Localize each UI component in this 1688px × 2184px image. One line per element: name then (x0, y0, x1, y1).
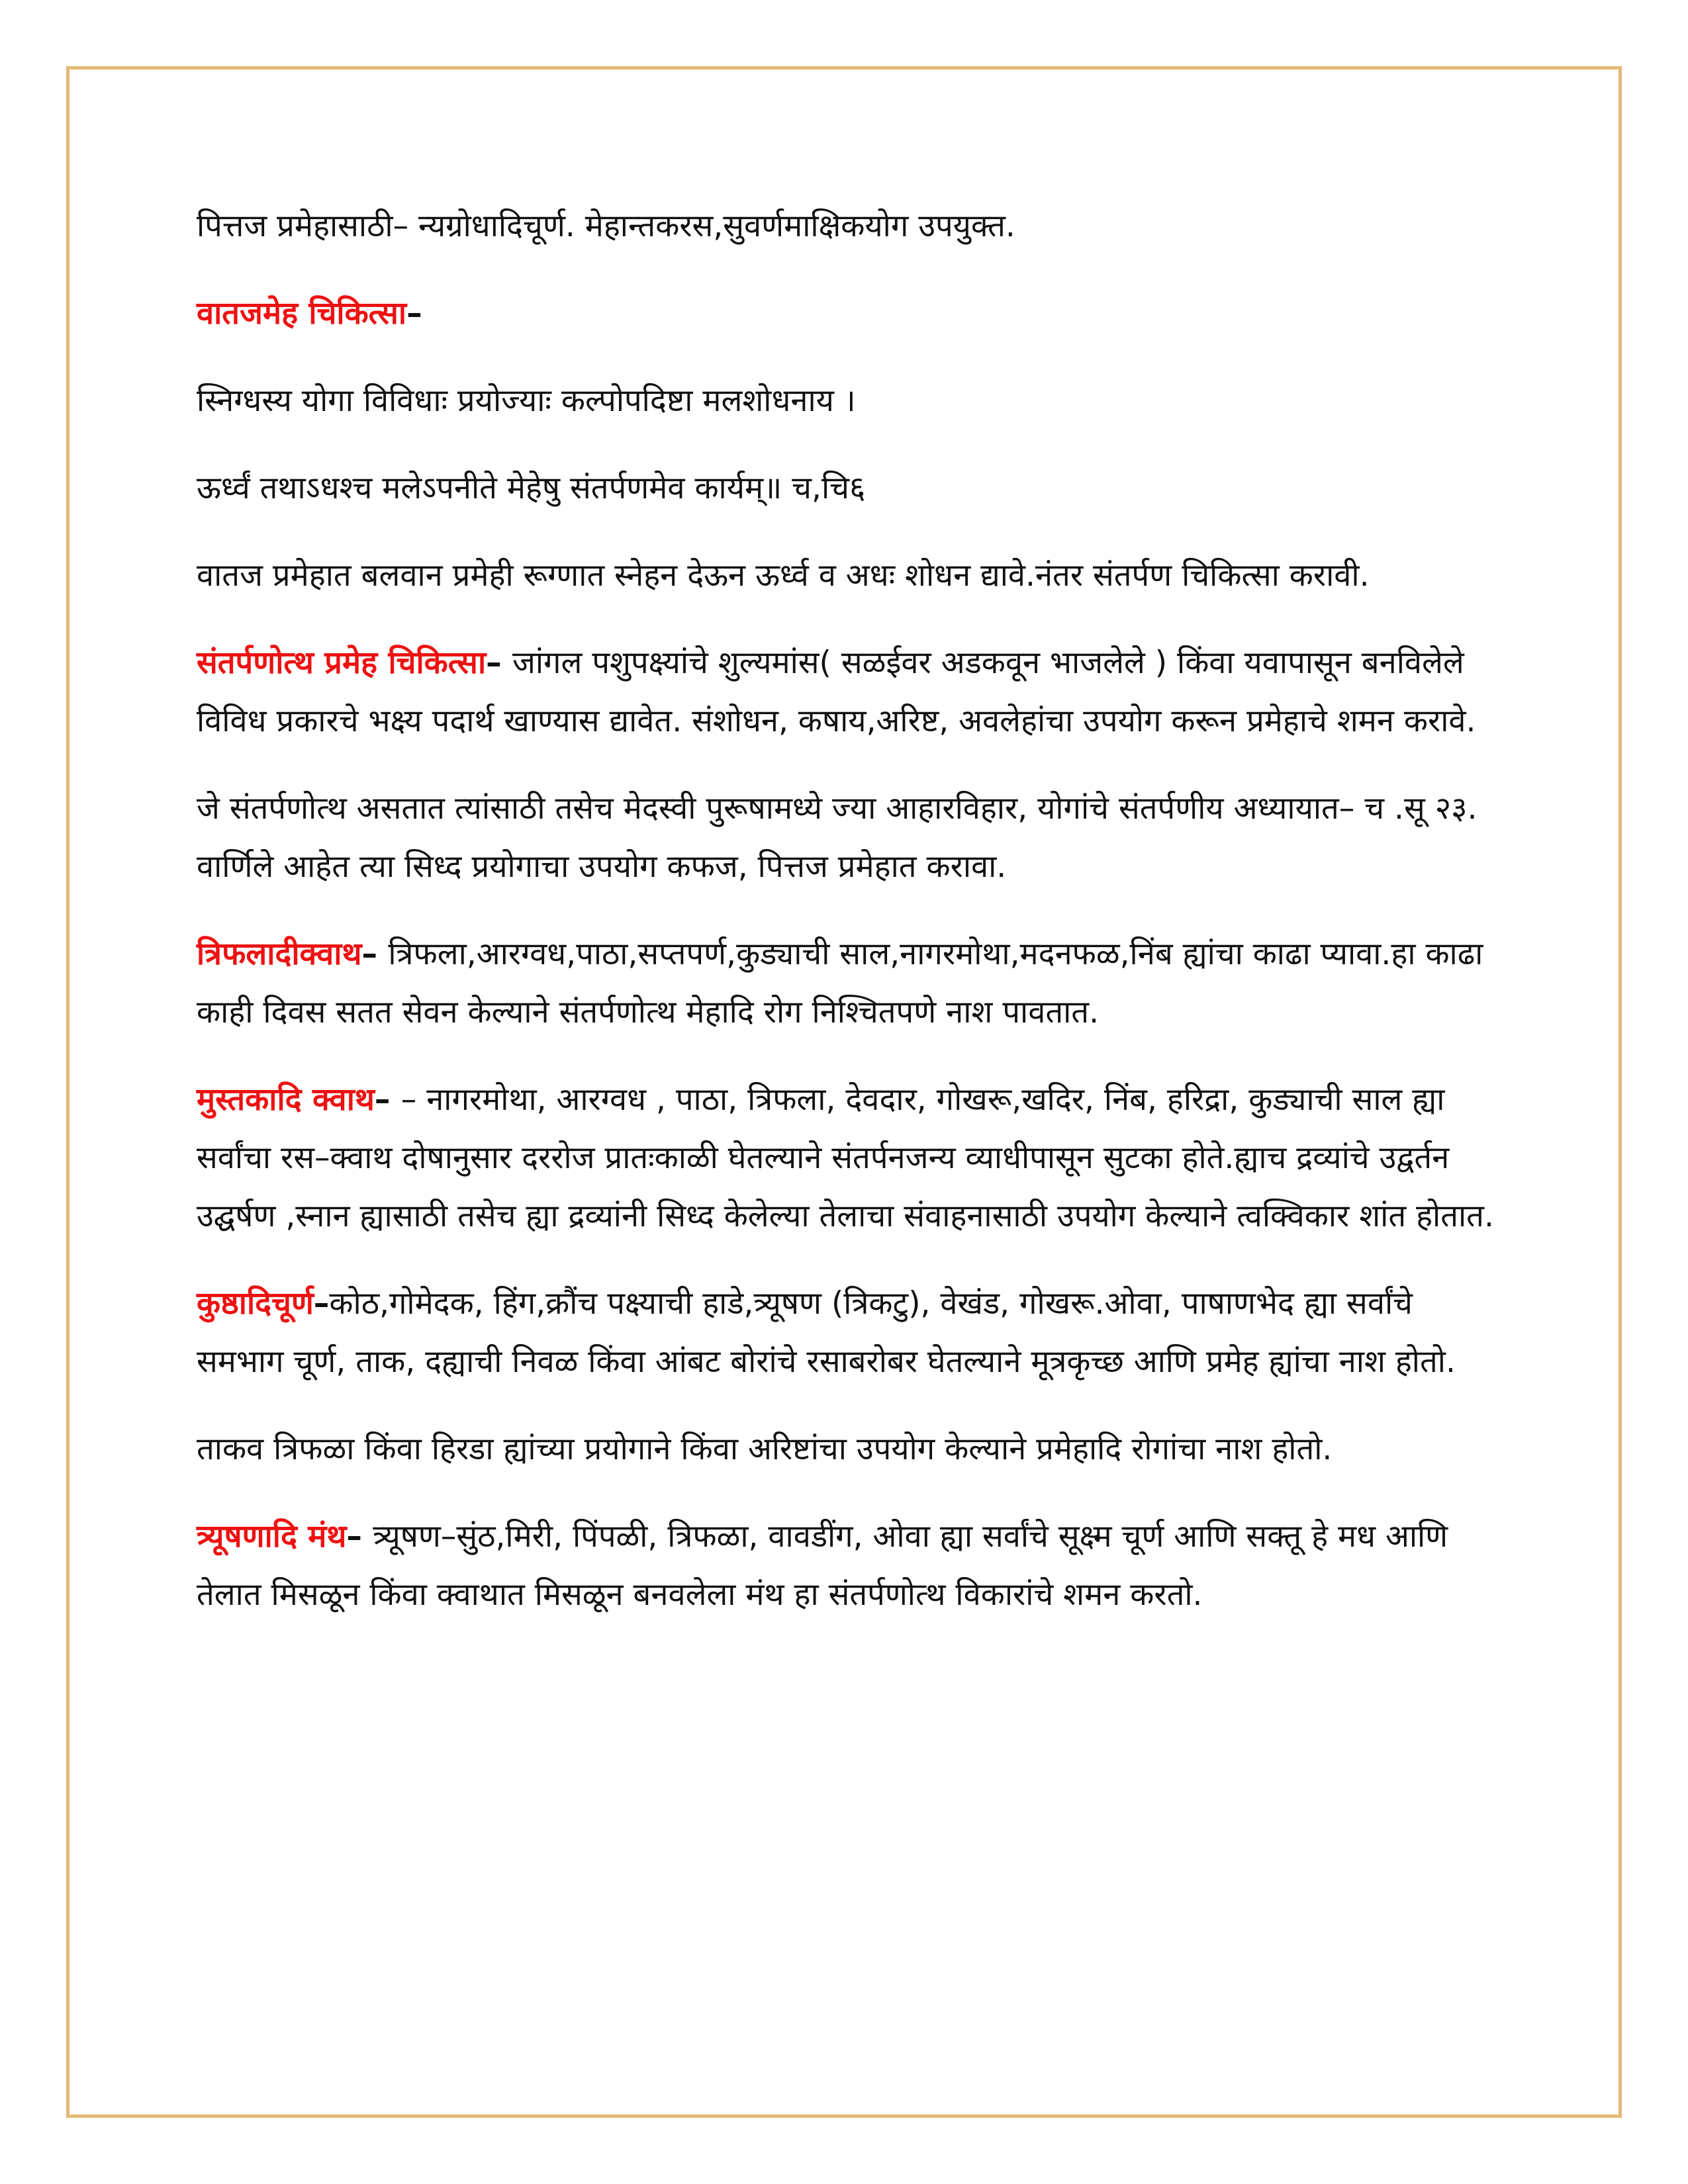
paragraph-mustakadi-kwath (197, 1071, 1494, 1246)
section-heading: त्रिफलादीक्वाथ (197, 936, 362, 972)
paragraph-text: ताकव त्रिफळा किंवा हिरडा ह्यांच्या प्रयोगाने किंवा अरिष्टांचा उपयोग केल्याने प्रमेहादि रोगांचा नाश होतो. (197, 1431, 1333, 1467)
heading-dash: – (374, 1081, 401, 1118)
section-heading: वातजमेह चिकित्सा (197, 295, 407, 332)
paragraph-triphaladi-kwath (197, 925, 1494, 1042)
paragraph-text: वातज प्रमेहात बलवान प्रमेही रूग्णात स्नेहन देऊन ऊर्ध्व व अधः शोधन द्यावे.नंतर संतर्पण चिकित्सा करावी. (197, 557, 1370, 594)
section-heading: मुस्तकादि क्वाथ (197, 1081, 375, 1118)
paragraph-tak-triphala (197, 1420, 1494, 1479)
document-body (197, 197, 1494, 1653)
paragraph-vataj-prameha (197, 547, 1494, 605)
heading-dash: – (346, 1518, 373, 1555)
heading-dash: – (313, 1285, 330, 1322)
section-heading: त्र्यूषणादि मंथ (197, 1518, 347, 1555)
paragraph-text: जे संतर्पणोत्थ असतात त्यांसाठी तसेच मेदस्वी पुरूषामध्ये ज्या आहारविहार, योगांचे संतर्पणीय अध्यायात– च .सू २३. वार्णिले आहेत त्या सिध्द प्रयोगाचा उपयोग कफज, पित्तज प्रमेहात करावा. (197, 790, 1477, 885)
paragraph-text: – नागरमोथा, आरग्वध , पाठा, त्रिफला, देवदार, गोखरू,खदिर, निंब, हरिद्रा, कुड्याची साल ह्या सर्वांचा रस–क्वाथ दोषानुसार दररोज प्रातःकाळी घेतल्याने संतर्पनजन्य व्याधीपासून सुटका होते.ह्याच द्रव्यांचे उद्वर्तन उद्घर्षण ,स्नान ह्यासाठी तसेच ह्या द्रव्यांनी सिध्द केलेल्या तेलाचा संवाहनासाठी उपयोग केल्याने त्वक्विकार शांत होतात. (197, 1081, 1494, 1234)
paragraph-text: कोठ,गोमेदक, हिंग,क्रौंच पक्ष्याची हाडे,त्र्यूषण (त्रिकटु), वेखंड, गोखरू.ओवा, पाषाणभेद ह्या सर्वांचे समभाग चूर्ण, ताक, दह्याची निवळ किंवा आंबट बोरांचे रसाबरोबर घेतल्याने मूत्रकृच्छ आणि प्रमेह ह्यांचा नाश होतो. (197, 1285, 1456, 1380)
paragraph-text: पित्तज प्रमेहासाठी– न्यग्रोधादिचूर्ण. मेहान्तकरस,सुवर्णमाक्षिकयोग उपयुक्त. (197, 208, 1015, 244)
shloka-line-1 (197, 372, 1494, 430)
paragraph-santarpanottha-chikitsa (197, 634, 1494, 751)
heading-vatajmeha-chikitsa (197, 285, 1494, 343)
paragraph-kushthadi-churna (197, 1275, 1494, 1391)
heading-dash: – (406, 295, 422, 332)
heading-dash: – (361, 936, 389, 972)
paragraph-text: त्र्यूषण–सुंठ,मिरी, पिंपळी, त्रिफळा, वावडींग, ओवा ह्या सर्वांचे सूक्ष्म चूर्ण आणि सक्तू हे मध आणि तेलात मिसळून किंवा क्वाथात मिसळून बनवलेला मंथ हा संतर्पणोत्थ विकारांचे शमन करतो. (197, 1518, 1448, 1613)
paragraph-tryushanadi-mantha (197, 1508, 1494, 1624)
heading-dash: – (486, 645, 512, 681)
section-heading: कुष्ठादिचूर्ण (197, 1285, 314, 1322)
shloka-line-2 (197, 459, 1494, 518)
paragraph-text: ऊर्ध्वं तथाऽधश्च मलेऽपनीते मेहेषु संतर्पणमेव कार्यम्॥ च,चि६ (197, 470, 866, 506)
paragraph-santarpanottha-note (197, 780, 1494, 896)
paragraph-text: जांगल पशुपक्ष्यांचे शुल्यमांस( सळईवर अडकवून भाजलेले ) किंवा यवापासून बनविलेले विविध प्रकारचे भक्ष्य पदार्थ खाण्यास द्यावेत. संशोधन, कषाय,अरिष्ट, अवलेहांचा उपयोग करून प्रमेहाचे शमन करावे. (197, 645, 1476, 739)
paragraph-text: स्निग्धस्य योगा विविधाः प्रयोज्याः कल्पोपदिष्टा मलशोधनाय । (197, 383, 856, 419)
paragraph-pittaj-prameha (197, 197, 1494, 255)
section-heading: संतर्पणोत्थ प्रमेह चिकित्सा (197, 645, 487, 681)
paragraph-text: त्रिफला,आरग्वध,पाठा,सप्तपर्ण,कुड्याची साल,नागरमोथा,मदनफळ,निंब ह्यांचा काढा प्यावा.हा काढा काही दिवस सतत सेवन केल्याने संतर्पणोत्थ मेहादि रोग निश्चितपणे नाश पावतात. (197, 936, 1483, 1030)
